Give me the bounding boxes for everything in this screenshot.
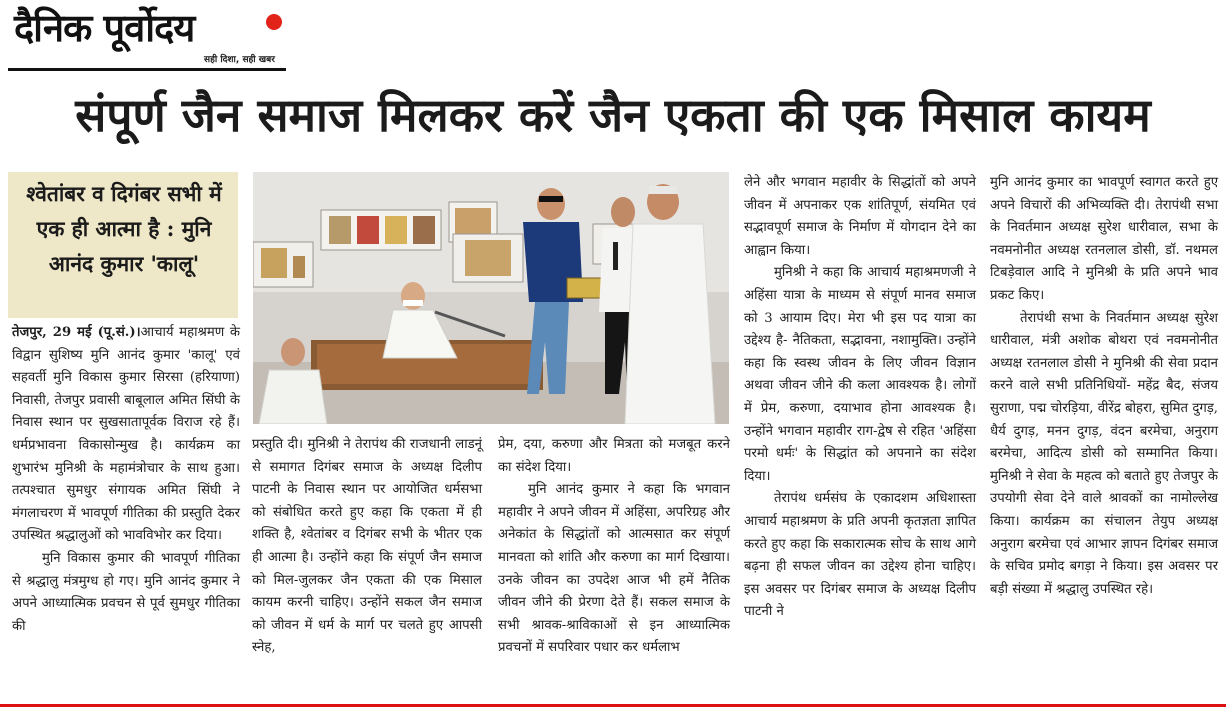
- article-column-5: [990, 172, 1218, 601]
- headline: संपूर्ण जैन समाज मिलकर करें जैन एकता की एक मिसाल कायम: [75, 88, 1151, 142]
- paragraph: प्रस्तुति दी। मुनिश्री ने तेरापंथ की राजधानी लाडनूं से समागत दिगंबर समाज के अध्यक्ष दिलीप पाटनी के निवास स्थान पर आयोजित धर्मसभा को संबोधित करते हुए कहा कि एकता में ही शक्ति है, श्वेतांबर व दिगंबर सभी के भीतर एक ही आत्मा है। उन्होंने कहा कि संपूर्ण जैन समाज को मिल-जुलकर जैन एकता की एक मिसाल कायम करनी चाहिए। उन्होंने सकल जैन समाज को जीवन में धर्म के मार्ग पर चलते हुए आपसी स्नेह,: [252, 437, 482, 656]
- paragraph: प्रेम, दया, करुणा और मित्रता को मजबूत करने का संदेश दिया।: [498, 437, 730, 475]
- article-column-4: [744, 172, 976, 624]
- article-column-3: [498, 434, 730, 660]
- masthead: [8, 6, 288, 72]
- masthead-rule: [8, 68, 286, 71]
- article-column-2: [252, 434, 482, 660]
- dateline: तेजपुर, 29 मई (पू.सं.)।: [12, 325, 141, 340]
- logo-dot-icon: [266, 14, 282, 30]
- paragraph: मुनि आनंद कुमार का भावपूर्ण स्वागत करते हुए अपने विचारों की अभिव्यक्ति दी। तेरापंथी सभा के निवर्तमान अध्यक्ष सुरेश धारीवाल, सभा के नवमनोनीत अध्यक्ष रतनलाल डोसी, डॉ. नथमल टिबड़ेवाल आदि ने मुनिश्री के प्रति अपने भाव प्रकट किए।: [990, 175, 1218, 303]
- paragraph: तेरापंथ धर्मसंघ के एकादशम अधिशास्ता आचार्य महाश्रमण के प्रति अपनी कृतज्ञता ज्ञापित करते हुए कहा कि सकारात्मक सोच के साथ आगे बढ़ना ही सफल जीवन का उद्देश्य होना चाहिए। इस अवसर पर दिगंबर समाज के अध्यक्ष दिलीप पाटनी ने: [744, 491, 976, 620]
- article-column-1: [12, 322, 240, 638]
- paragraph: आचार्य महाश्रमण के विद्वान सुशिष्य मुनि आनंद कुमार 'कालू' एवं सहवर्ती मुनि विकास कुमार सिरसा (हरियाणा) निवासी, तेजपुर प्रवासी बाबूलाल अमित सिंघी के निवास स्थान पर सुखसातापूर्वक विराज रहे हैं। धर्मप्रभावना विकासोन्मुख है। कार्यक्रम का शुभारंभ मुनिश्री के महामंत्रोचार के साथ हुआ। तत्पश्चात सुमधुर संगायक अमित सिंघी ने मंगलाचरण में भावपूर्ण गीतिका की प्रस्तुति देकर उपस्थित श्रद्धालुओं को भावविभोर कर दिया।: [12, 325, 240, 544]
- news-photo: [253, 172, 729, 424]
- subhead: श्वेतांबर व दिगंबर सभी में एक ही आत्मा है : मुनि आनंद कुमार 'कालू': [26, 181, 222, 276]
- newspaper-tagline: सही दिशा, सही खबर: [204, 55, 275, 65]
- paragraph: लेने और भगवान महावीर के सिद्धांतों को अपने जीवन में अपनाकर एक शांतिपूर्ण, संयमित एवं सद्भावपूर्ण समाज के निर्माण में योगदान देने का आह्वान किया।: [744, 175, 976, 258]
- paragraph: मुनि आनंद कुमार ने कहा कि भगवान महावीर ने अपने जीवन में अहिंसा, अपरिग्रह और अनेकांत के सिद्धांतों को आत्मसात कर संपूर्ण मानवता को शांति और करुणा का मार्ग दिखाया। उनके जीवन का उपदेश आज भी हमें नैतिक जीवन जीने की प्रेरणा देते हैं। सकल समाज के सभी श्रावक-श्राविकाओं से इन आध्यात्मिक प्रवचनों में सपरिवार पधार कर धर्मलाभ: [498, 482, 730, 656]
- bottom-rule: [0, 704, 1226, 707]
- newspaper-name: दैनिक पूर्वोदय: [14, 5, 195, 50]
- paragraph: मुनि विकास कुमार की भावपूर्ण गीतिका से श्रद्धालु मंत्रमुग्ध हो गए। मुनि आनंद कुमार ने अपने आध्यात्मिक प्रवचन से पूर्व सुमधुर गीतिका की: [12, 550, 240, 634]
- paragraph: मुनिश्री ने कहा कि आचार्य महाश्रमणजी ने अहिंसा यात्रा के माध्यम से संपूर्ण मानव समाज को 3 आयाम दिए। मेरा भी इस पद यात्रा का उद्देश्य है- नैतिकता, सद्भावना, नशामुक्ति। उन्होंने कहा कि स्वस्थ जीवन के लिए जीवन विज्ञान अथवा जीवन जीने की कला आवश्यक है। लोगों में प्रेम, करुणा, दयाभाव होना आवश्यक है। उन्होंने भगवान महावीर राग-द्वेष से रहित 'अहिंसा परमो धर्मः' के सिद्धांत को अपनाने का संदेश दिया।: [744, 265, 976, 484]
- paragraph: तेरापंथी सभा के निवर्तमान अध्यक्ष सुरेश धारीवाल, मंत्री अशोक बोथरा एवं नवमनोनीत अध्यक्ष रतनलाल डोसी ने मुनिश्री की सेवा प्रदान करने वाले सभी प्रतिनिधियों- महेंद्र बैद, संजय सुराणा, पद्म चोरड़िया, वीरेंद्र बोहरा, सुमित दुगड़, धैर्य दुगड़, मनन दुगड़, वंदन बरमेचा, अनुराग बरमेचा, आदित्य डोसी को सम्मानित किया। मुनिश्री ने सेवा के महत्व को बताते हुए तेजपुर के उपयोगी सेवा देने वाले श्रावकों का नामोल्लेख किया। कार्यक्रम का संचालन तेयुप अध्यक्ष अनुराग बरमेचा एवं आभार ज्ञापन दिगंबर समाज के सचिव प्रमोद बगड़ा ने किया। इस अवसर पर बड़ी संख्या में श्रद्धालु उपस्थित रहे।: [990, 310, 1218, 597]
